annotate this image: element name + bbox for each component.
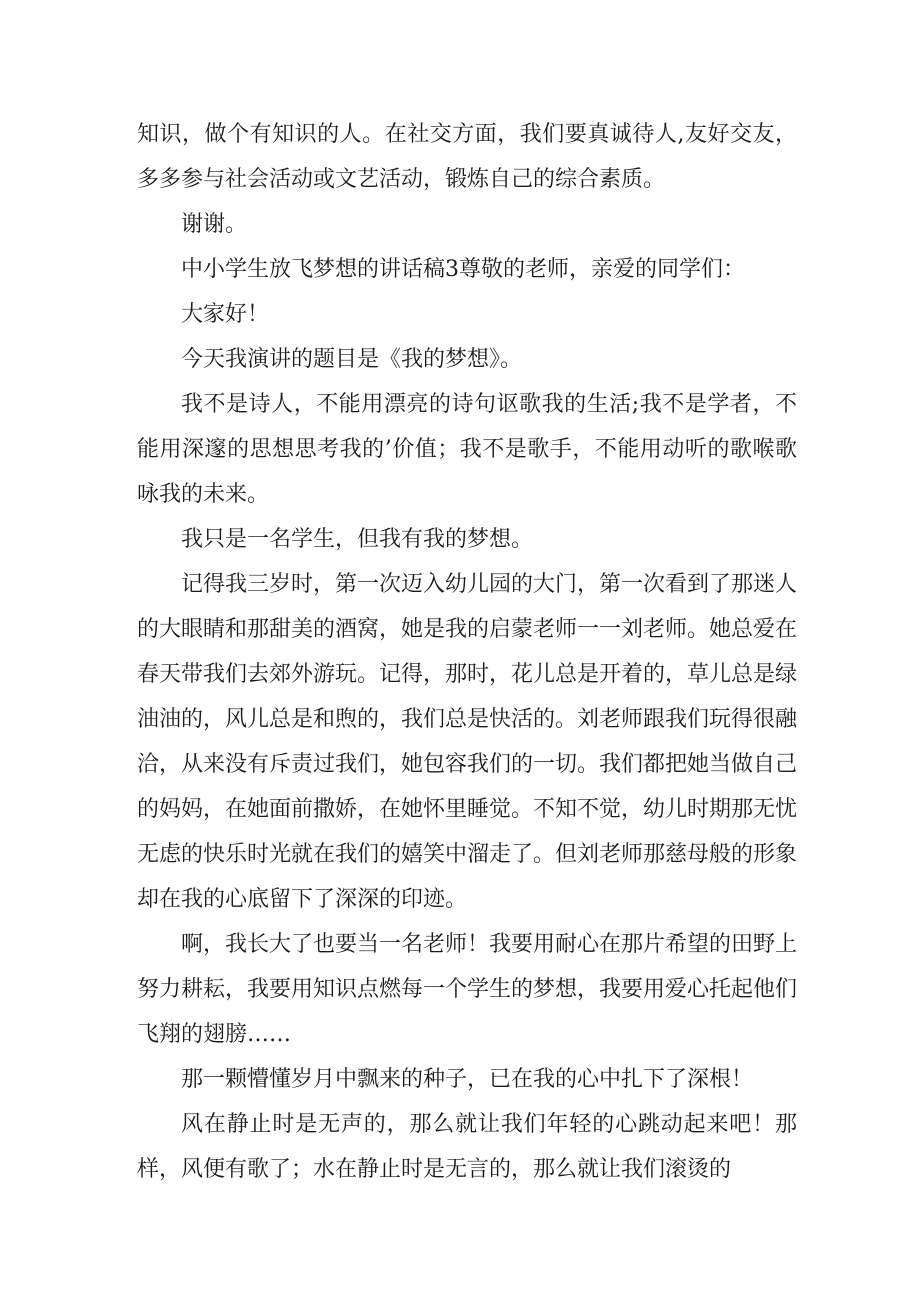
document-body bbox=[137, 112, 797, 1192]
paragraph-9: 啊，我长大了也要当一名老师！我要用耐心在那片希望的田野上努力耕耘，我要用知识点燃每一个学生的梦想，我要用爱心托起他们飞翔的翅膀…… bbox=[137, 932, 798, 1047]
paragraph-3: 中小学生放飞梦想的讲话稿3尊敬的老师，亲爱的同学们： bbox=[181, 257, 745, 282]
paragraph-1: 知识，做个有知识的人。在社交方面，我们要真诚待人,友好交友，多多参与社会活动或文艺活动，锻炼自己的综合素质。 bbox=[137, 122, 797, 192]
paragraph-7: 我只是一名学生，但我有我的梦想。 bbox=[181, 527, 534, 552]
paragraph-10: 那一颗懵懂岁月中飘来的种子，已在我的心中扎下了深根！ bbox=[181, 1067, 754, 1092]
paragraph-2: 谢谢。 bbox=[181, 212, 248, 237]
paragraph-8: 记得我三岁时，第一次迈入幼儿园的大门，第一次看到了那迷人的大眼睛和那甜美的酒窝，她是我的启蒙老师一一刘老师。她总爱在春天带我们去郊外游玩。记得，那时，花儿总是开着的，草儿总是绿油油的，风儿总是和煦的，我们总是快活的。刘老师跟我们玩得很融洽，从来没有斥责过我们，她包容我们的一切。我们都把她当做自己的妈妈，在她面前撒娇，在她怀里睡觉。不知不觉，幼儿时期那无忧无虑的快乐时光就在我们的嬉笑中溜走了。但刘老师那慈母般的形象却在我的心底留下了深深的印迹。 bbox=[137, 572, 798, 912]
paragraph-11: 风在静止时是无声的，那么就让我们年轻的心跳动起来吧！那样，风便有歌了；水在静止时是无言的，那么就让我们滚烫的 bbox=[137, 1112, 797, 1182]
paragraph-5: 今天我演讲的题目是《我的梦想》。 bbox=[181, 347, 523, 372]
paragraph-6: 我不是诗人，不能用漂亮的诗句讴歌我的生活;我不是学者，不能用深邃的思想思考我的’价值；我不是歌手，不能用动听的歌喉歌咏我的未来。 bbox=[137, 392, 797, 507]
paragraph-4: 大家好！ bbox=[181, 302, 270, 327]
